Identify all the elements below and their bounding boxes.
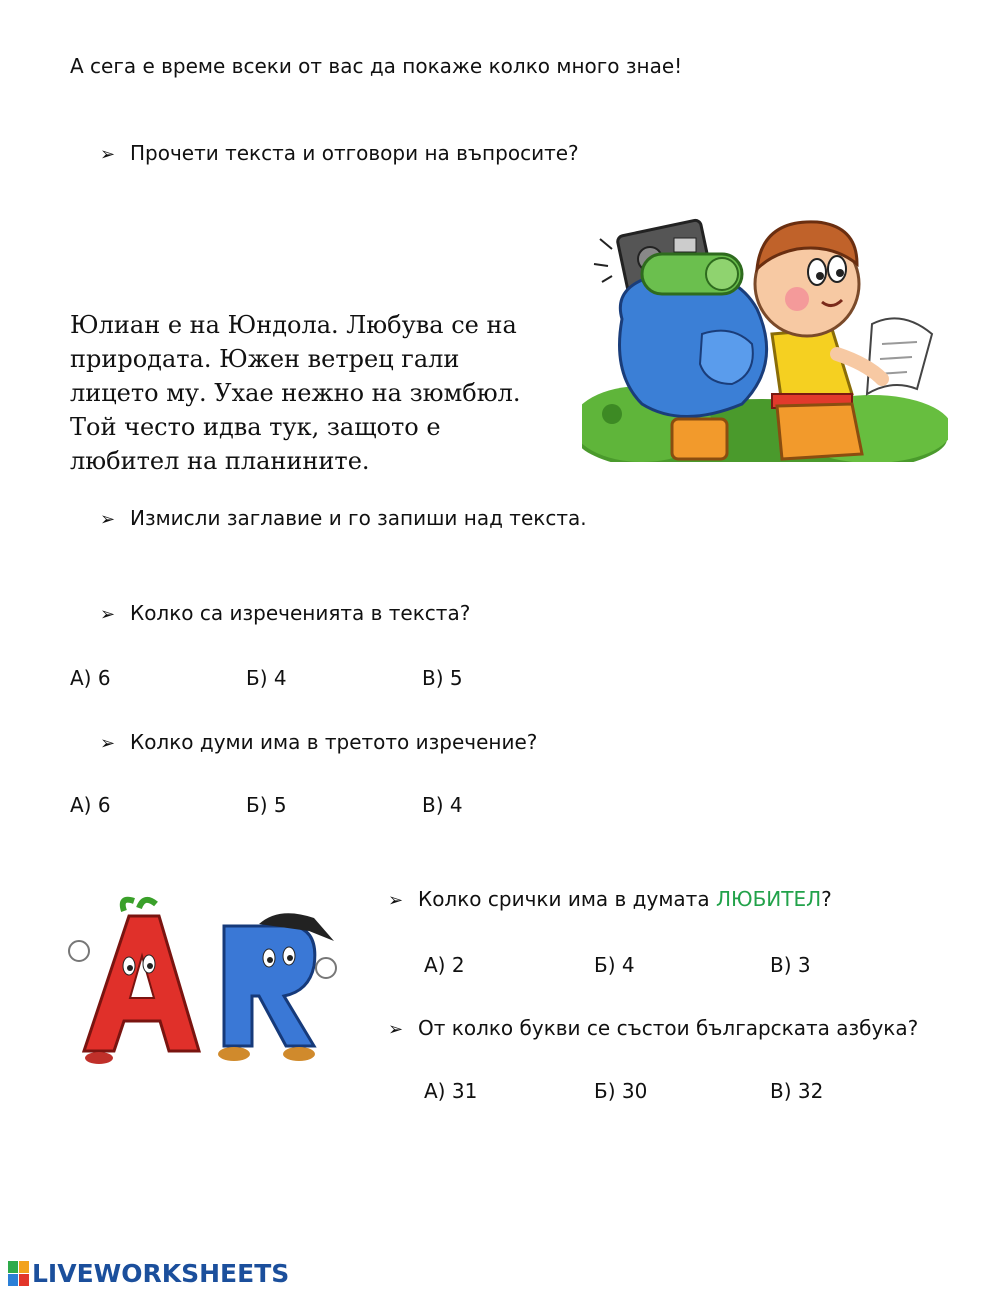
instruction-label: Прочети текста и отговори на въпросите? xyxy=(130,141,579,165)
option-a[interactable]: А) 31 xyxy=(424,1079,478,1103)
logo-mark-icon xyxy=(8,1261,30,1287)
arrow-bullet-icon: ➢ xyxy=(100,604,116,625)
intro-text: А сега е време всеки от вас да покаже колко много знае! xyxy=(70,54,683,78)
option-a[interactable]: А) 6 xyxy=(70,666,111,690)
story-line: Той често идва тук, защото е xyxy=(70,413,441,441)
arrow-bullet-icon: ➢ xyxy=(388,1019,404,1040)
option-b[interactable]: Б) 30 xyxy=(594,1079,648,1103)
hiker-boy-illustration xyxy=(582,214,948,462)
letters-a-ya-illustration xyxy=(64,896,346,1066)
question-title xyxy=(100,506,587,530)
arrow-bullet-icon: ➢ xyxy=(100,144,116,165)
story-line: Юлиан е на Юндола. Любува се на xyxy=(70,311,517,339)
story-text xyxy=(70,308,570,478)
option-c[interactable]: В) 4 xyxy=(422,793,463,817)
liveworksheets-logo[interactable] xyxy=(8,1259,289,1288)
option-b[interactable]: Б) 5 xyxy=(246,793,287,817)
question-sentences-label: Колко са изреченията в текста? xyxy=(130,601,471,625)
question-sentences xyxy=(100,601,470,625)
logo-text: LIVEWORKSHEETS xyxy=(32,1259,290,1288)
option-b[interactable]: Б) 4 xyxy=(594,953,635,977)
question-words-label: Колко думи има в третото изречение? xyxy=(130,730,538,754)
question-words xyxy=(100,730,537,754)
option-c[interactable]: В) 3 xyxy=(770,953,811,977)
story-line: природата. Южен ветрец гали xyxy=(70,345,460,373)
question-title-label: Измисли заглавие и го запиши над текста. xyxy=(130,506,587,530)
arrow-bullet-icon: ➢ xyxy=(388,890,404,911)
question-syllables xyxy=(388,887,832,911)
question-mark: ? xyxy=(821,887,832,911)
question-alphabet-label: От колко букви се състои българската азбука? xyxy=(418,1016,919,1040)
option-c[interactable]: В) 32 xyxy=(770,1079,824,1103)
option-b[interactable]: Б) 4 xyxy=(246,666,287,690)
option-a[interactable]: А) 6 xyxy=(70,793,111,817)
highlight-word: ЛЮБИТЕЛ xyxy=(715,887,822,911)
arrow-bullet-icon: ➢ xyxy=(100,509,116,530)
option-c[interactable]: В) 5 xyxy=(422,666,463,690)
story-line: лицето му. Ухае нежно на зюмбюл. xyxy=(70,379,521,407)
story-line: любител на планините. xyxy=(70,447,370,475)
option-a[interactable]: А) 2 xyxy=(424,953,465,977)
question-syllables-label: Колко срички има в думата xyxy=(418,887,716,911)
question-alphabet xyxy=(388,1016,918,1040)
arrow-bullet-icon: ➢ xyxy=(100,733,116,754)
instruction-read-text xyxy=(100,141,579,165)
